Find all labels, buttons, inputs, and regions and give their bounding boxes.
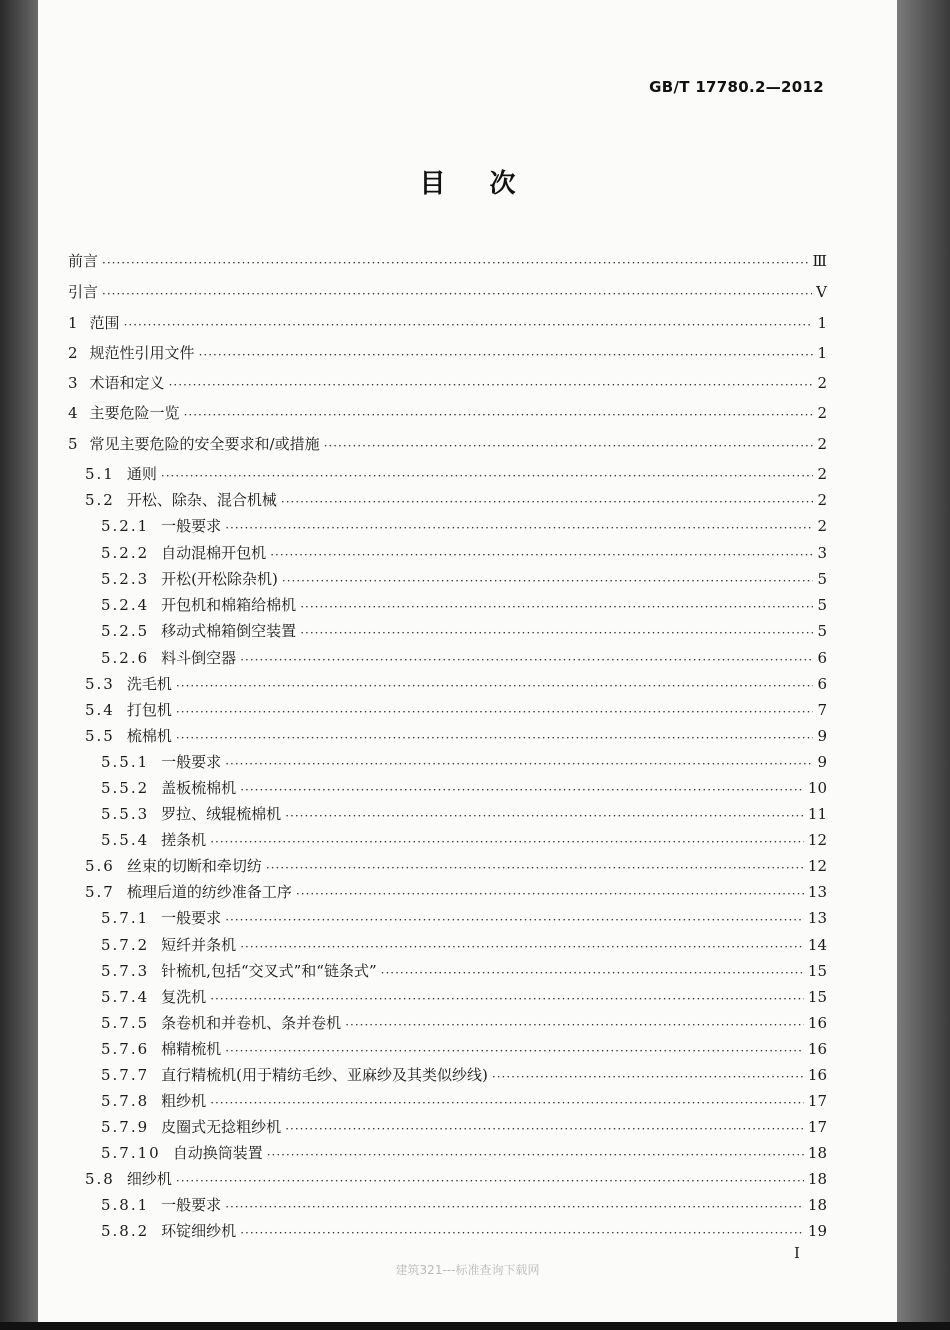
toc-entry-page: 2 xyxy=(817,491,827,509)
toc-entry-title: 术语和定义 xyxy=(89,374,165,392)
scan-border-left xyxy=(0,0,38,1330)
toc-entry xyxy=(68,339,827,363)
toc-entry-number: 5.7.6 xyxy=(101,1040,150,1058)
toc-entry-title: 通则 xyxy=(126,465,157,483)
toc-leader-dots xyxy=(300,599,813,615)
toc-entry-title: 洗毛机 xyxy=(126,675,172,693)
page-title: 目次 xyxy=(419,169,560,199)
scan-border-right xyxy=(897,0,950,1330)
toc-entry xyxy=(68,369,827,393)
toc-entry-title: 梳棉机 xyxy=(126,727,172,745)
toc-leader-dots xyxy=(176,678,813,694)
toc-entry xyxy=(101,539,827,563)
toc-entry xyxy=(101,983,827,1007)
toc-entry-page: 7 xyxy=(817,701,827,719)
toc-entry xyxy=(85,878,827,902)
toc-entry-title: 短纤并条机 xyxy=(161,936,237,954)
toc-leader-dots xyxy=(240,782,804,798)
toc-entry-title: 一般要求 xyxy=(161,909,222,927)
toc-leader-dots xyxy=(267,1147,804,1163)
toc-entry-page: 14 xyxy=(807,936,827,954)
toc-leader-dots xyxy=(296,886,804,902)
toc-entry-number: 5.7.4 xyxy=(101,988,150,1006)
toc-entry-number: 5.5 xyxy=(85,727,115,745)
toc-entry-page: 2 xyxy=(817,435,827,453)
toc-leader-dots xyxy=(161,468,813,484)
toc-entry xyxy=(101,931,827,955)
toc-entry-page: 6 xyxy=(817,649,827,667)
toc-entry xyxy=(85,460,827,484)
toc-entry-number: 5.3 xyxy=(85,675,115,693)
toc-entry xyxy=(85,486,827,510)
document-page xyxy=(38,0,897,1330)
toc-entry-number: 5.2.1 xyxy=(101,517,150,535)
toc-entry xyxy=(101,774,827,798)
toc-entry xyxy=(101,1087,827,1111)
toc-entry xyxy=(101,748,827,772)
toc-entry-page: 2 xyxy=(817,374,827,392)
toc-entry-number: 5.7.2 xyxy=(101,936,150,954)
toc-entry-page: 11 xyxy=(807,805,827,823)
toc-entry-number: 5.7.3 xyxy=(101,962,150,980)
toc-entry-number: 5.5.4 xyxy=(101,831,150,849)
toc-leader-dots xyxy=(225,520,813,536)
toc-entry-number: 5.6 xyxy=(85,857,115,875)
toc-leader-dots xyxy=(124,317,813,333)
toc-entry-page: 16 xyxy=(807,1014,827,1032)
toc-entry-page: 18 xyxy=(807,1196,827,1214)
toc-entry-page: 16 xyxy=(807,1040,827,1058)
toc-entry-page: 1 xyxy=(817,314,827,332)
toc-entry xyxy=(101,1139,827,1163)
toc-entry-title: 一般要求 xyxy=(161,517,222,535)
toc-entry-title: 自动混棉开包机 xyxy=(161,544,267,562)
toc-entry-page: 5 xyxy=(817,622,827,640)
toc-entry xyxy=(85,852,827,876)
toc-entry-number: 5.8.2 xyxy=(101,1222,150,1240)
toc-entry-page: 13 xyxy=(807,883,827,901)
toc-entry xyxy=(85,1165,827,1189)
toc-entry xyxy=(101,1217,827,1241)
toc-entry-number: 4 xyxy=(68,404,78,422)
toc-leader-dots xyxy=(282,573,813,589)
toc-entry-number: 5.7.7 xyxy=(101,1066,150,1084)
toc-entry xyxy=(101,904,827,928)
toc-entry-title: 自动换筒装置 xyxy=(172,1144,263,1162)
toc-entry-page: 5 xyxy=(817,596,827,614)
toc-leader-dots xyxy=(102,286,812,302)
toc-entry xyxy=(101,512,827,536)
toc-entry-number: 5.7 xyxy=(85,883,115,901)
toc-leader-dots xyxy=(169,377,813,393)
toc-entry-title: 主要危险一览 xyxy=(89,404,180,422)
toc-entry-page: 17 xyxy=(807,1092,827,1110)
toc-entry-number: 5.7.1 xyxy=(101,909,150,927)
toc-entry-number: 5.1 xyxy=(85,465,115,483)
toc-entry xyxy=(68,430,827,454)
page-number: I xyxy=(794,1244,800,1262)
toc-entry-number: 5.2 xyxy=(85,491,115,509)
toc-entry-title: 盖板梳棉机 xyxy=(161,779,237,797)
toc-entry-number: 5.5.2 xyxy=(101,779,150,797)
toc-leader-dots xyxy=(225,912,804,928)
toc-entry xyxy=(68,278,827,302)
toc-leader-dots xyxy=(210,991,804,1007)
toc-entry-title: 规范性引用文件 xyxy=(89,344,195,362)
toc-entry-page: 1 xyxy=(817,344,827,362)
watermark: 建筑321---标准查询下载网 xyxy=(395,1263,540,1277)
toc-entry-title: 开松、除杂、混合机械 xyxy=(126,491,277,509)
toc-entry-number: 1 xyxy=(68,314,78,332)
toc-leader-dots xyxy=(324,438,813,454)
toc-leader-dots xyxy=(225,1043,804,1059)
toc-entry-page: Ⅲ xyxy=(812,252,827,270)
toc-entry-title: 棉精梳机 xyxy=(161,1040,222,1058)
toc-entry-title: 料斗倒空器 xyxy=(161,649,237,667)
toc-entry-title: 搓条机 xyxy=(161,831,207,849)
toc-entry-title: 复洗机 xyxy=(161,988,207,1006)
toc-leader-dots xyxy=(266,860,804,876)
toc-entry-title: 皮圈式无捻粗纱机 xyxy=(161,1118,282,1136)
toc-entry-number: 5.4 xyxy=(85,701,115,719)
toc-entry xyxy=(101,565,827,589)
toc-leader-dots xyxy=(199,347,813,363)
toc-entry-title: 直行精梳机(用于精纺毛纱、亚麻纱及其类似纱线) xyxy=(161,1066,488,1084)
toc-entry-number: 5.7.5 xyxy=(101,1014,150,1032)
toc-entry-title: 罗拉、绒辊梳棉机 xyxy=(161,805,282,823)
toc-entry xyxy=(101,1035,827,1059)
toc-leader-dots xyxy=(176,704,813,720)
toc-leader-dots xyxy=(210,834,804,850)
toc-leader-dots xyxy=(285,808,804,824)
toc-entry-page: 15 xyxy=(807,962,827,980)
toc-entry-number: 5.7.9 xyxy=(101,1118,150,1136)
toc-entry-title: 一般要求 xyxy=(161,753,222,771)
toc-entry-page: 12 xyxy=(807,857,827,875)
toc-entry-page: 2 xyxy=(817,404,827,422)
toc-entry-title: 开包机和棉箱给棉机 xyxy=(161,596,297,614)
toc-leader-dots xyxy=(381,965,804,981)
toc-entry xyxy=(85,696,827,720)
toc-entry-page: 2 xyxy=(817,465,827,483)
toc-entry xyxy=(101,826,827,850)
toc-entry xyxy=(101,800,827,824)
toc-entry xyxy=(85,722,827,746)
toc-leader-dots xyxy=(270,547,813,563)
toc-leader-dots xyxy=(210,1095,804,1111)
toc-leader-dots xyxy=(285,1121,804,1137)
toc-entry-title: 环锭细纱机 xyxy=(161,1222,237,1240)
toc-entry xyxy=(68,247,827,271)
toc-entry-page: 15 xyxy=(807,988,827,1006)
toc-entry-page: 17 xyxy=(807,1118,827,1136)
toc-entry-page: 18 xyxy=(807,1144,827,1162)
toc-entry xyxy=(101,1009,827,1033)
toc-leader-dots xyxy=(281,494,813,510)
toc-entry xyxy=(68,309,827,333)
toc-leader-dots xyxy=(240,652,813,668)
toc-entry xyxy=(101,1113,827,1137)
toc-entry-title: 开松(开松除杂机) xyxy=(161,570,278,588)
toc-entry xyxy=(101,644,827,668)
toc-entry-title: 引言 xyxy=(68,283,99,301)
toc-leader-dots xyxy=(225,1199,804,1215)
toc-entry-title: 打包机 xyxy=(126,701,172,719)
toc-entry-page: 18 xyxy=(807,1170,827,1188)
toc-entry-number: 5.5.1 xyxy=(101,753,150,771)
toc-leader-dots xyxy=(492,1069,804,1085)
toc-entry xyxy=(101,617,827,641)
toc-entry-page: 16 xyxy=(807,1066,827,1084)
toc-entry xyxy=(101,591,827,615)
toc-entry-page: 10 xyxy=(807,779,827,797)
toc-entry-number: 5.7.10 xyxy=(101,1144,161,1162)
toc-leader-dots xyxy=(176,730,813,746)
toc-entry-page: 9 xyxy=(817,727,827,745)
toc-entry-number: 3 xyxy=(68,374,78,392)
toc-leader-dots xyxy=(176,1173,804,1189)
toc-leader-dots xyxy=(240,939,804,955)
toc-entry-number: 5 xyxy=(68,435,78,453)
toc-entry-page: Ⅴ xyxy=(816,283,827,301)
toc-entry-title: 粗纱机 xyxy=(161,1092,207,1110)
toc-leader-dots xyxy=(345,1017,804,1033)
scan-border-bottom xyxy=(0,1322,950,1330)
toc-entry-page: 2 xyxy=(817,517,827,535)
toc-entry-number: 5.8 xyxy=(85,1170,115,1188)
toc-entry-page: 12 xyxy=(807,831,827,849)
toc-entry-number: 5.5.3 xyxy=(101,805,150,823)
toc-entry xyxy=(68,399,827,423)
toc-entry-page: 13 xyxy=(807,909,827,927)
toc-entry-title: 丝束的切断和牵切纺 xyxy=(126,857,262,875)
toc-entry-title: 针梳机,包括“交叉式”和“链条式” xyxy=(161,962,377,980)
toc-entry xyxy=(101,1061,827,1085)
toc-entry-page: 3 xyxy=(817,544,827,562)
toc-leader-dots xyxy=(184,407,813,423)
toc-entry xyxy=(101,957,827,981)
toc-entry-number: 5.7.8 xyxy=(101,1092,150,1110)
document-code: GB/T 17780.2—2012 xyxy=(649,78,824,96)
toc-leader-dots xyxy=(300,625,813,641)
toc-entry-page: 9 xyxy=(817,753,827,771)
toc-entry-title: 前言 xyxy=(68,252,99,270)
toc-entry xyxy=(101,1191,827,1215)
toc-entry-number: 5.8.1 xyxy=(101,1196,150,1214)
toc-leader-dots xyxy=(225,756,813,772)
toc-entry-title: 一般要求 xyxy=(161,1196,222,1214)
toc-entry-title: 条卷机和并卷机、条并卷机 xyxy=(161,1014,342,1032)
toc-entry-page: 6 xyxy=(817,675,827,693)
toc-entry-number: 5.2.4 xyxy=(101,596,150,614)
toc-leader-dots xyxy=(240,1225,804,1241)
toc-entry-title: 细纱机 xyxy=(126,1170,172,1188)
toc-entry-number: 5.2.3 xyxy=(101,570,150,588)
toc-entry-title: 移动式棉箱倒空装置 xyxy=(161,622,297,640)
toc-entry-number: 2 xyxy=(68,344,78,362)
toc-leader-dots xyxy=(102,255,809,271)
toc-entry-title: 范围 xyxy=(89,314,120,332)
toc-entry-number: 5.2.5 xyxy=(101,622,150,640)
toc-entry-page: 5 xyxy=(817,570,827,588)
toc-entry-title: 梳理后道的纺纱准备工序 xyxy=(126,883,292,901)
toc-entry-number: 5.2.6 xyxy=(101,649,150,667)
toc-entry xyxy=(85,670,827,694)
toc-entry-page: 19 xyxy=(807,1222,827,1240)
toc-entry-number: 5.2.2 xyxy=(101,544,150,562)
toc-entry-title: 常见主要危险的安全要求和/或措施 xyxy=(89,435,320,453)
